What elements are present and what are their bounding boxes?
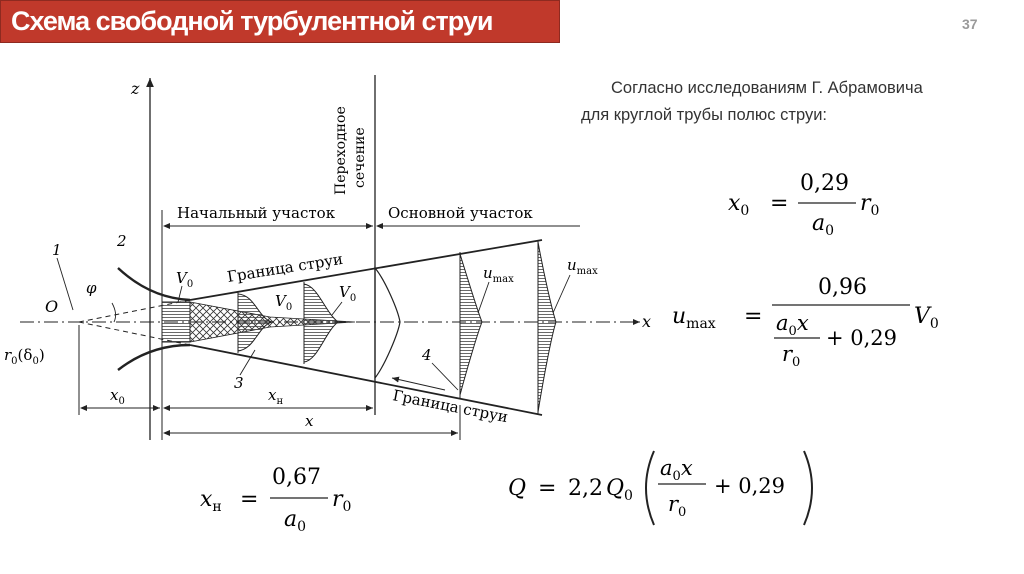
note-line-1: Согласно исследованиям Г. Абрамовича: [611, 79, 923, 97]
v0-label-profile: $V_0$: [339, 283, 357, 304]
formula-q-q0: $Q_0$: [606, 476, 633, 504]
nozzle-wall-bottom: [118, 345, 190, 370]
formula-x0-factor: $r_0$: [860, 191, 880, 219]
formula-umax-inner-den: $r_0$: [782, 342, 801, 370]
label-1-leader: [57, 258, 73, 310]
formula-umax-plus: + 0,29: [826, 326, 898, 350]
v0-label-profile3: $V_0$: [275, 292, 293, 313]
velocity-profile-v0: [304, 284, 338, 362]
formula-x0: [728, 160, 898, 240]
formula-x0-equals: =: [770, 191, 789, 216]
formula-q-paren-left: [646, 451, 654, 525]
formula-xn-den: $a_0$: [284, 507, 307, 535]
pole-label: O: [45, 297, 59, 316]
velocity-profile-main-1: [460, 254, 482, 395]
umax-leader-1: [478, 282, 489, 313]
dim-x-label: x: [305, 412, 314, 430]
formula-x0-num: 0,29: [800, 171, 849, 196]
section-label-2: сечение: [352, 127, 368, 188]
slide-title: Схема свободной турбулентной струи: [11, 6, 493, 36]
z-axis-label: z: [131, 79, 140, 98]
formula-umax-factor: $V_0$: [914, 304, 939, 332]
velocity-profile-transition: [375, 268, 400, 378]
formula-q-lhs: Q: [508, 476, 527, 501]
dim-x0-label: $x_0$: [110, 386, 125, 407]
formula-xn-num: 0,67: [272, 465, 321, 490]
velocity-profile-3: [238, 294, 272, 351]
formula-xn-factor: $r_0$: [332, 487, 352, 515]
formula-q: [508, 443, 828, 533]
formula-x0-lhs: $x_0$: [728, 191, 750, 219]
x-axis-label: x: [642, 312, 652, 331]
label-3: 3: [234, 374, 244, 392]
formula-q-equals: =: [538, 476, 557, 501]
umax-label-1: $u_{max}$: [483, 264, 514, 285]
label-4: 4: [422, 346, 432, 364]
nozzle-exit-profile: [162, 302, 190, 342]
umax-leader-2: [553, 275, 570, 313]
v0-profile-leader: [332, 302, 342, 315]
umax-label-2: $u_{max}$: [567, 256, 598, 277]
boundary-bottom-label: Граница струи: [391, 386, 510, 427]
r0-label: $r_0(\delta_0)$: [4, 346, 45, 367]
formula-q-inner-den: $r_0$: [668, 492, 687, 520]
formula-umax: [672, 268, 962, 373]
zone-initial-label: Начальный участок: [177, 204, 336, 222]
title-bar: [0, 0, 560, 43]
formula-xn: [200, 458, 370, 538]
label-3-leader: [240, 350, 255, 375]
angle-arc: [112, 303, 116, 322]
slide-number: 37: [962, 16, 978, 32]
formula-q-inner-num: $a_0x$: [660, 456, 693, 484]
formula-umax-lhs: $u_{max}$: [672, 304, 716, 332]
formula-q-coef: 2,2: [568, 476, 603, 501]
jet-diagram-svg: [0, 70, 660, 450]
formula-umax-inner-num: $a_0x$: [776, 311, 809, 339]
label-1: 1: [52, 241, 62, 259]
dim-xn-label: $x_н$: [268, 386, 284, 407]
note-line-2: для круглой трубы полюс струи:: [581, 106, 827, 124]
formula-q-plus: + 0,29: [714, 474, 786, 498]
boundary-top-label: Граница струи: [225, 249, 345, 286]
formula-umax-equals: =: [744, 304, 763, 329]
angle-label: φ: [86, 279, 97, 297]
formula-x0-den: $a_0$: [812, 211, 835, 239]
formula-q-paren-right: [804, 451, 812, 525]
label-2: 2: [117, 232, 127, 250]
formula-umax-num: 0,96: [818, 275, 867, 300]
v0-label-nozzle: $V_0$: [176, 269, 194, 290]
zone-main-label: Основной участок: [388, 204, 533, 222]
label-4-leader: [432, 363, 458, 390]
section-label-1: Переходное: [333, 106, 349, 195]
formula-xn-lhs: $x_н$: [200, 487, 222, 515]
velocity-profile-main-2: [538, 242, 556, 412]
jet-diagram: [0, 70, 660, 450]
formula-xn-equals: =: [240, 487, 259, 512]
